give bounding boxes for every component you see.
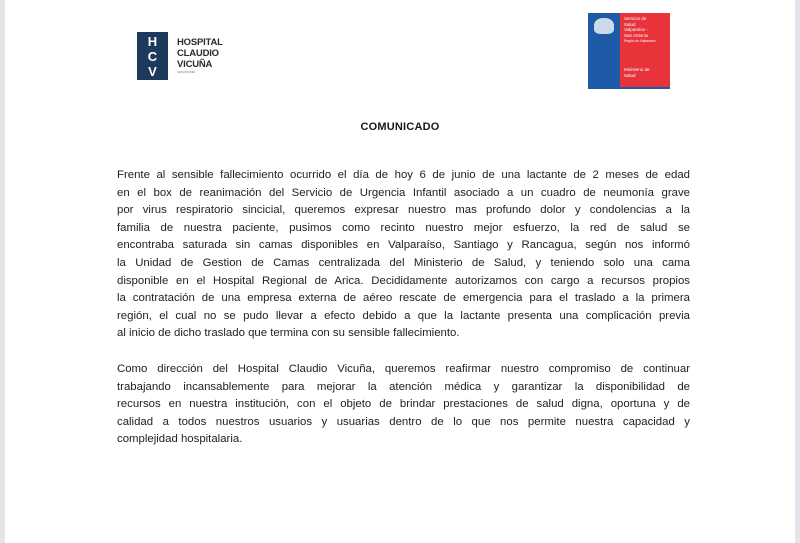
hospital-subtitle: SAN ANTONIO (177, 70, 196, 74)
logo-region: Región de Valparaíso (624, 39, 656, 43)
hcv-monogram (137, 32, 168, 80)
document-page (5, 0, 795, 543)
text-line: familia de nuestra paciente, pusimos como recinto nuestro mejor esfuerzo, la red de salud se (117, 221, 690, 234)
hospital-claudio-vicuna-logo (137, 32, 247, 82)
coat-of-arms-icon (594, 18, 614, 34)
paragraph-2 (117, 361, 690, 449)
logo-text-line: San Antonio (624, 32, 649, 38)
logo-text-line: Salud (624, 21, 636, 27)
hospital-name-line: VICUÑA (177, 59, 213, 70)
text-line: en el box de reanimación del Servicio de Urgencia Infantil asociado a un cuadro de neumonía grave (117, 186, 690, 199)
logo-underline (588, 87, 670, 89)
text-line: Como dirección del Hospital Claudio Vicuña, queremos reafirmar nuestro compromiso de continuar (117, 363, 690, 375)
monogram-v: V (148, 64, 157, 79)
document-title: COMUNICADO (360, 121, 440, 133)
text-line: calidad a todos nuestros usuarios y usuarias dentro de lo que nos permite nuestra capacidad y (117, 415, 690, 428)
text-line: por virus respiratorio sincicial, queremos expresar nuestro mas profundo dolor y condolencias a la (117, 204, 690, 217)
text-line: disponible en el Hospital Regional de Arica. Decididamente autorizamos con cargo a recursos propios (117, 274, 690, 287)
hospital-name-line: HOSPITAL (177, 37, 223, 48)
hospital-name (177, 37, 223, 74)
logo-red-field (620, 13, 670, 87)
servicio-salud-logo (588, 13, 670, 89)
text-line: región, el cual no se pudo llevar a efecto debido a que la lactante presenta una complicación previa (117, 309, 690, 322)
text-line: recursos en nuestra institución, con el objeto de brindar prestaciones de salud digna, oportuna y de (117, 398, 690, 411)
logo-ministry-line: Salud (624, 72, 636, 78)
monogram-c: C (147, 49, 158, 64)
logo-text-line: Valparaíso - (624, 27, 648, 32)
text-line: trabajando incansablemente para mejorar la atención médica y garantizar la disponibilidad de (117, 380, 690, 393)
text-line: al inicio de dicho traslado que termina con su sensible fallecimiento. (117, 327, 460, 340)
text-line: encontraba saturada sin camas disponibles en Valparaíso, Santiago y Rancagua, según nos informó (117, 239, 690, 252)
logo-ministry (624, 67, 650, 78)
text-line: Frente al sensible fallecimiento ocurrido el día de hoy 6 de junio de una lactante de 2 meses de edad (117, 169, 690, 181)
paragraph-1 (117, 167, 690, 343)
logo-text-line: Servicio de (624, 16, 647, 21)
logo-blue-field (588, 13, 620, 87)
monogram-h: H (147, 34, 158, 49)
logo-ministry-line: Ministerio de (624, 67, 650, 72)
text-line: la contratación de una empresa externa de aéreo rescate de emergencia para el traslado a la primera (117, 292, 690, 305)
text-line: la Unidad de Gestion de Camas centralizada del Ministerio de Salud, y teniendo solo una cama (117, 256, 690, 269)
hospital-name-line: CLAUDIO (177, 48, 219, 59)
text-line: complejidad hospitalaria. (117, 433, 243, 446)
